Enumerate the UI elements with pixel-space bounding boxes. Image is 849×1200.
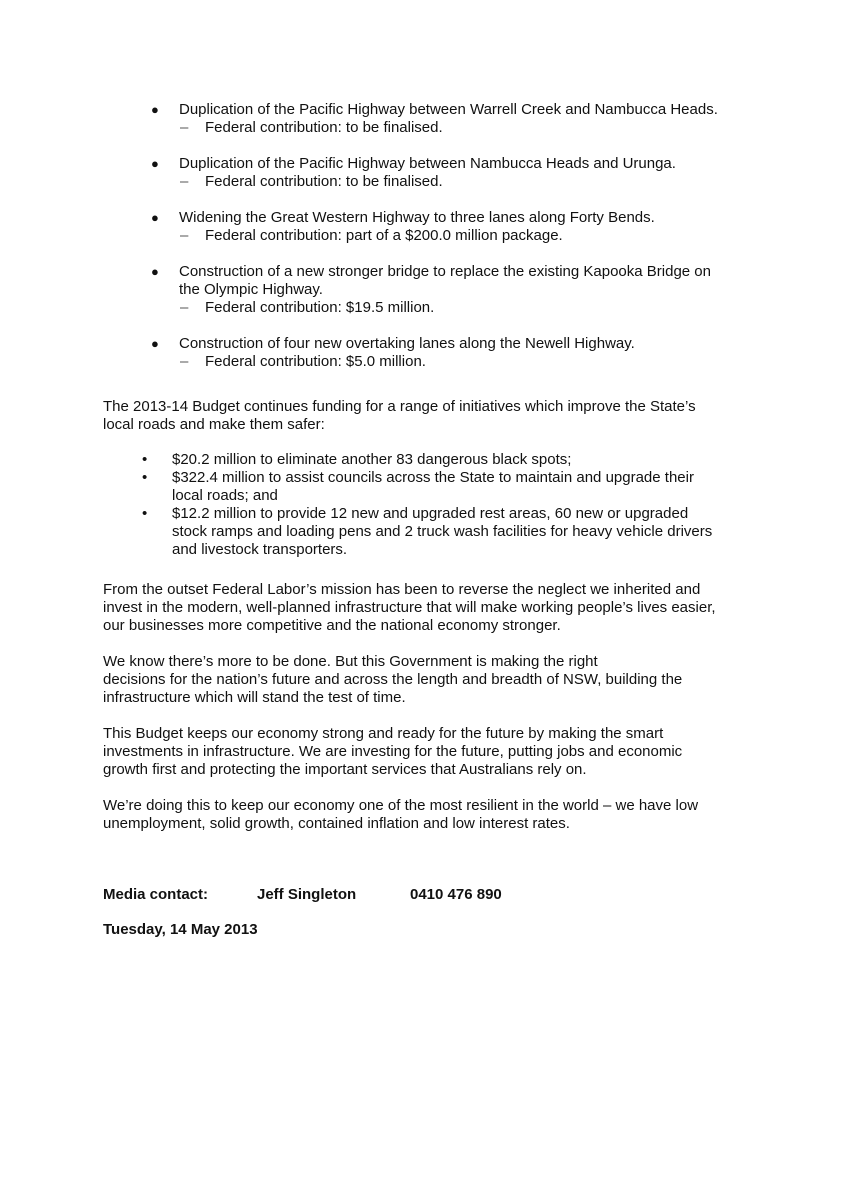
text-line: We’re doing this to keep our economy one of the most resilient in the world – we have low <box>103 797 699 814</box>
road-text: stock ramps and loading pens and 2 truck wash facilities for heavy vehicle drivers <box>172 523 713 540</box>
dash-icon: – <box>180 227 189 244</box>
local-roads-intro <box>103 398 753 434</box>
text-line: our businesses more competitive and the national economy stronger. <box>103 617 561 634</box>
text-line: From the outset Federal Labor’s mission has been to reverse the neglect we inherited and <box>103 581 701 598</box>
road-item <box>142 451 762 469</box>
text-line: infrastructure which will stand the test of time. <box>103 689 406 706</box>
project-item <box>150 335 770 371</box>
bullet-icon: • <box>142 451 148 468</box>
media-contact-label: Media contact: <box>103 886 209 903</box>
project-text: Construction of a new stronger bridge to replace the existing Kapooka Bridge on <box>179 263 711 280</box>
project-item <box>150 155 770 191</box>
project-text: Widening the Great Western Highway to three lanes along Forty Bends. <box>179 209 655 226</box>
paragraph-more-to-do <box>103 653 753 707</box>
bullet-icon: ● <box>151 102 159 117</box>
road-text: local roads; and <box>172 487 278 504</box>
bullet-icon: ● <box>151 264 159 279</box>
release-date: Tuesday, 14 May 2013 <box>103 921 258 938</box>
text-line: unemployment, solid growth, contained inflation and low interest rates. <box>103 815 570 832</box>
bullet-icon: ● <box>151 210 159 225</box>
funding-text: Federal contribution: $5.0 million. <box>205 353 426 370</box>
bullet-icon: ● <box>151 156 159 171</box>
dash-icon: – <box>180 173 189 190</box>
road-text: $20.2 million to eliminate another 83 dangerous black spots; <box>172 451 572 468</box>
dash-icon: – <box>180 299 189 316</box>
project-text: Duplication of the Pacific Highway between Warrell Creek and Nambucca Heads. <box>179 101 718 118</box>
bullet-icon: • <box>142 469 148 486</box>
funding-subitem <box>179 299 770 317</box>
text-line: This Budget keeps our economy strong and ready for the future by making the smart <box>103 725 664 742</box>
project-item <box>150 101 770 137</box>
funding-text: Federal contribution: to be finalised. <box>205 119 443 136</box>
text-line: The 2013-14 Budget continues funding for a range of initiatives which improve the State’s <box>103 398 696 415</box>
funding-text: Federal contribution: to be finalised. <box>205 173 443 190</box>
road-text: and livestock transporters. <box>172 541 348 558</box>
project-item <box>150 263 770 317</box>
paragraph-budget <box>103 725 753 779</box>
dash-icon: – <box>180 119 189 136</box>
text-line: We know there’s more to be done. But this Government is making the right <box>103 653 598 670</box>
text-line: investments in infrastructure. We are investing for the future, putting jobs and economic <box>103 743 683 760</box>
bullet-icon: • <box>142 505 148 522</box>
project-text: Duplication of the Pacific Highway between Nambucca Heads and Urunga. <box>179 155 676 172</box>
bullet-icon: ● <box>151 336 159 351</box>
funding-subitem <box>179 173 770 191</box>
media-contact-phone: 0410 476 890 <box>410 886 502 903</box>
paragraph-mission <box>103 581 753 635</box>
project-item <box>150 209 770 245</box>
project-text: the Olympic Highway. <box>179 281 323 298</box>
funding-subitem <box>179 119 770 137</box>
road-text: $12.2 million to provide 12 new and upgraded rest areas, 60 new or upgraded <box>172 505 689 522</box>
text-line: decisions for the nation’s future and across the length and breadth of NSW, building the <box>103 671 683 688</box>
text-line: local roads and make them safer: <box>103 416 325 433</box>
road-item <box>142 505 762 559</box>
paragraph-economy <box>103 797 753 833</box>
funding-text: Federal contribution: $19.5 million. <box>205 299 435 316</box>
local-roads-list <box>142 451 762 559</box>
funding-text: Federal contribution: part of a $200.0 million package. <box>205 227 563 244</box>
text-line: growth first and protecting the important services that Australians rely on. <box>103 761 587 778</box>
media-contact-name: Jeff Singleton <box>257 886 357 903</box>
funding-subitem <box>179 227 770 245</box>
dash-icon: – <box>180 353 189 370</box>
road-item <box>142 469 762 505</box>
project-text: Construction of four new overtaking lanes along the Newell Highway. <box>179 335 635 352</box>
text-line: invest in the modern, well-planned infrastructure that will make working people’s lives easier, <box>103 599 716 616</box>
road-text: $322.4 million to assist councils across the State to maintain and upgrade their <box>172 469 694 486</box>
projects-list <box>150 101 770 389</box>
funding-subitem <box>179 353 770 371</box>
